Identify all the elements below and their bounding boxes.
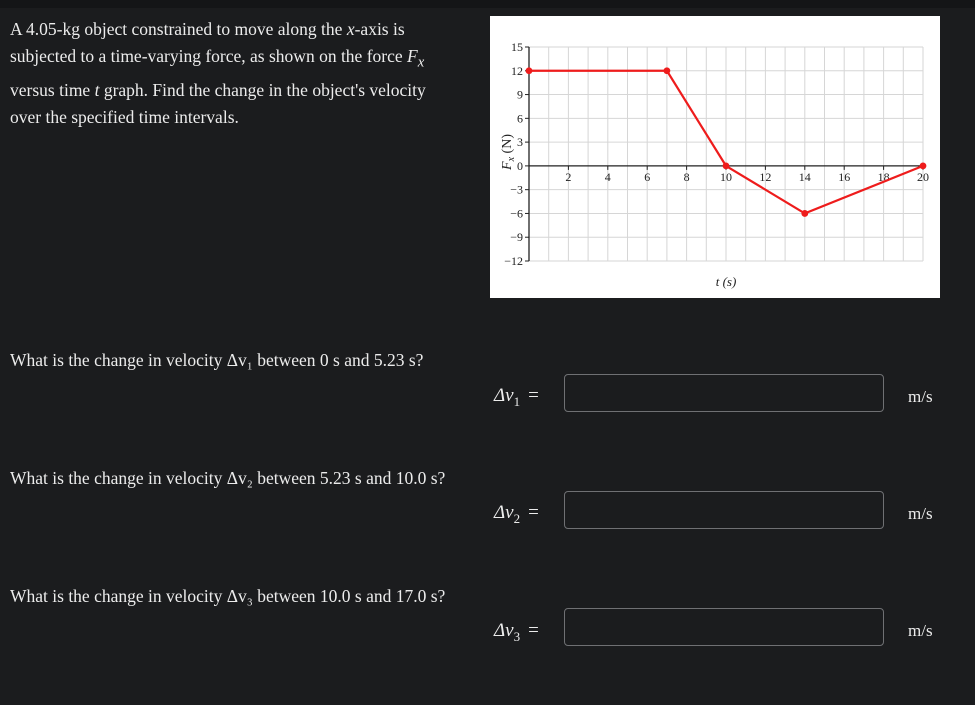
- x-tick-label: 20: [917, 169, 929, 184]
- y-tick-label: −6: [510, 206, 523, 221]
- x-tick-label: 4: [604, 169, 611, 184]
- unit-label-2: m/s: [908, 504, 933, 523]
- y-tick-label: −3: [510, 182, 523, 197]
- unit-label-3: m/s: [908, 621, 933, 640]
- y-axis-label: $F_x$ (N): [500, 134, 517, 170]
- x-axis-label: t (s): [715, 274, 737, 289]
- question-1: What is the change in velocity Δv₁ between 0 s and 5.23 s?: [10, 350, 424, 370]
- force-data-point: [664, 67, 671, 74]
- x-tick-label: 10: [720, 169, 732, 184]
- answer-input-delta-v3[interactable]: [564, 608, 884, 646]
- x-tick-label: 14: [798, 169, 811, 184]
- x-tick-label: 6: [644, 169, 651, 184]
- y-tick-label: 12: [511, 63, 523, 78]
- x-tick-label: 12: [759, 169, 772, 184]
- y-tick-label: 9: [517, 87, 523, 102]
- y-tick-label: 6: [517, 111, 523, 126]
- answer-label-3: $\Delta v_3$ =: [494, 620, 539, 644]
- y-tick-label: −12: [504, 254, 523, 268]
- question-2: What is the change in velocity Δv₂ between 5.23 s and 10.0 s?: [10, 468, 446, 488]
- force-time-graph: [490, 16, 940, 298]
- force-data-point: [526, 67, 533, 74]
- force-time-chart: [490, 16, 940, 298]
- x-tick-label: 16: [838, 169, 851, 184]
- unit-label-1: m/s: [908, 387, 933, 406]
- y-tick-label: 0: [517, 158, 523, 173]
- y-tick-label: −9: [510, 230, 523, 245]
- force-data-point: [723, 162, 730, 169]
- answer-input-delta-v1[interactable]: [564, 374, 884, 412]
- y-tick-label: 3: [517, 135, 523, 150]
- x-tick-label: 2: [565, 169, 572, 184]
- force-data-point: [801, 210, 808, 217]
- answer-input-delta-v2[interactable]: [564, 491, 884, 529]
- x-tick-label: 18: [877, 169, 890, 184]
- x-tick-label: 8: [683, 169, 690, 184]
- answer-label-1: $\Delta v_1$ =: [494, 385, 539, 409]
- top-strip: [0, 0, 975, 8]
- y-tick-label: 15: [511, 40, 523, 54]
- answer-label-2: $\Delta v_2$ =: [494, 502, 539, 526]
- force-data-point: [920, 162, 927, 169]
- question-3: What is the change in velocity Δv₃ between 10.0 s and 17.0 s?: [10, 586, 446, 606]
- problem-statement: A 4.05-kg object constrained to move along the x-axis is subjected to a time-varying force, as shown on the force $F_x$ versus time t graph. Find the change in the object's velocity over the specified time intervals.: [10, 19, 426, 127]
